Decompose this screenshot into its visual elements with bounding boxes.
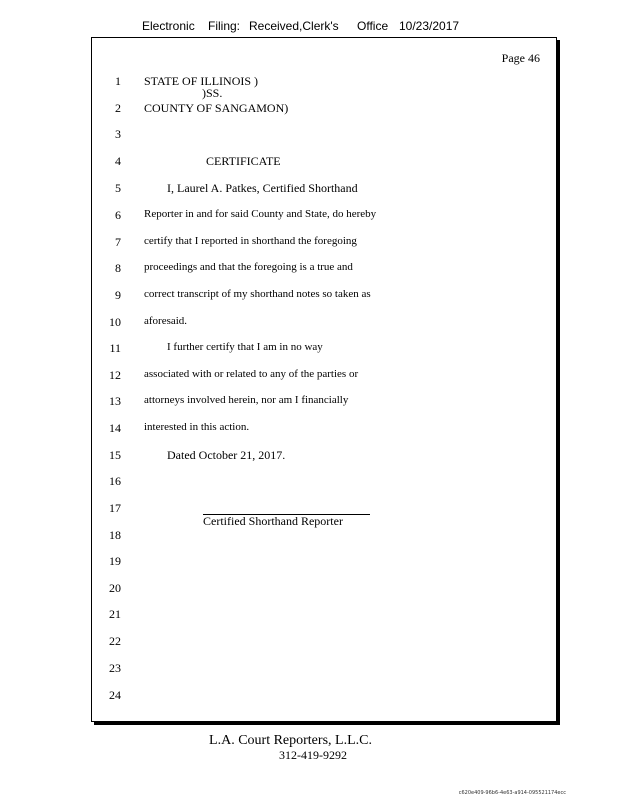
stamp-word: Filing: (208, 19, 241, 33)
certificate-heading: CERTIFICATE (206, 154, 281, 168)
line-text: associated with or related to any of the parties or (144, 368, 359, 380)
line-number: 9 (115, 288, 121, 302)
line-text: correct transcript of my shorthand notes so taken as (144, 288, 371, 300)
line-number: 14 (109, 421, 121, 435)
line-text: attorneys involved herein, nor am I financially (144, 394, 349, 406)
line-text: proceedings and that the foregoing is a true and (144, 261, 353, 273)
line-text: certify that I reported in shorthand the foregoing (144, 235, 357, 247)
line-number: 24 (109, 688, 121, 702)
line-number: 20 (109, 581, 121, 595)
stamp-word: Office (357, 19, 389, 33)
line-number: 18 (109, 528, 121, 542)
signature-caption: Certified Shorthand Reporter (203, 514, 343, 528)
line-text: aforesaid. (144, 315, 188, 327)
page-number: Page 46 (501, 51, 540, 65)
line-text: interested in this action. (144, 421, 250, 433)
line-number: 22 (109, 634, 121, 648)
line-number: 13 (109, 394, 121, 408)
line-number: 5 (115, 181, 121, 195)
line-number: 6 (115, 208, 121, 222)
line-number: 21 (109, 607, 121, 621)
line-text: Dated October 21, 2017. (167, 448, 286, 462)
line-text: I, Laurel A. Patkes, Certified Shorthand (167, 181, 358, 195)
reporter-phone: 312-419-9292 (279, 748, 347, 762)
line-text: I further certify that I am in no way (167, 341, 323, 353)
stamp-word: Received,Clerk's (249, 19, 339, 33)
line-number: 10 (109, 315, 121, 329)
reporter-company: L.A. Court Reporters, L.L.C. (209, 733, 372, 748)
line-text: Reporter in and for said County and State, do hereby (144, 208, 377, 220)
line-number: 12 (109, 368, 121, 382)
line-number: 16 (109, 474, 121, 488)
line-number: 3 (115, 127, 121, 141)
line-number: 19 (109, 554, 121, 568)
line-number: 17 (109, 501, 121, 515)
line-number: 2 (115, 101, 121, 115)
document-hash: c620e409-96b6-4e63-a914-095521174ecc (458, 790, 566, 796)
line-number: 11 (109, 341, 121, 355)
line-number: 23 (109, 661, 121, 675)
line-number: 7 (115, 235, 121, 249)
line-number: 4 (115, 154, 121, 168)
line-number: 8 (115, 261, 121, 275)
electronic-filing-stamp (0, 19, 618, 37)
line-text: )SS. (202, 86, 223, 100)
line-text: COUNTY OF SANGAMON) (144, 101, 289, 115)
transcript-page (91, 37, 557, 722)
line-text: STATE OF ILLINOIS ) (144, 74, 259, 88)
line-number: 15 (109, 448, 121, 462)
line-number: 1 (115, 74, 121, 88)
stamp-word: Electronic (142, 19, 195, 33)
stamp-date: 10/23/2017 (399, 19, 460, 33)
